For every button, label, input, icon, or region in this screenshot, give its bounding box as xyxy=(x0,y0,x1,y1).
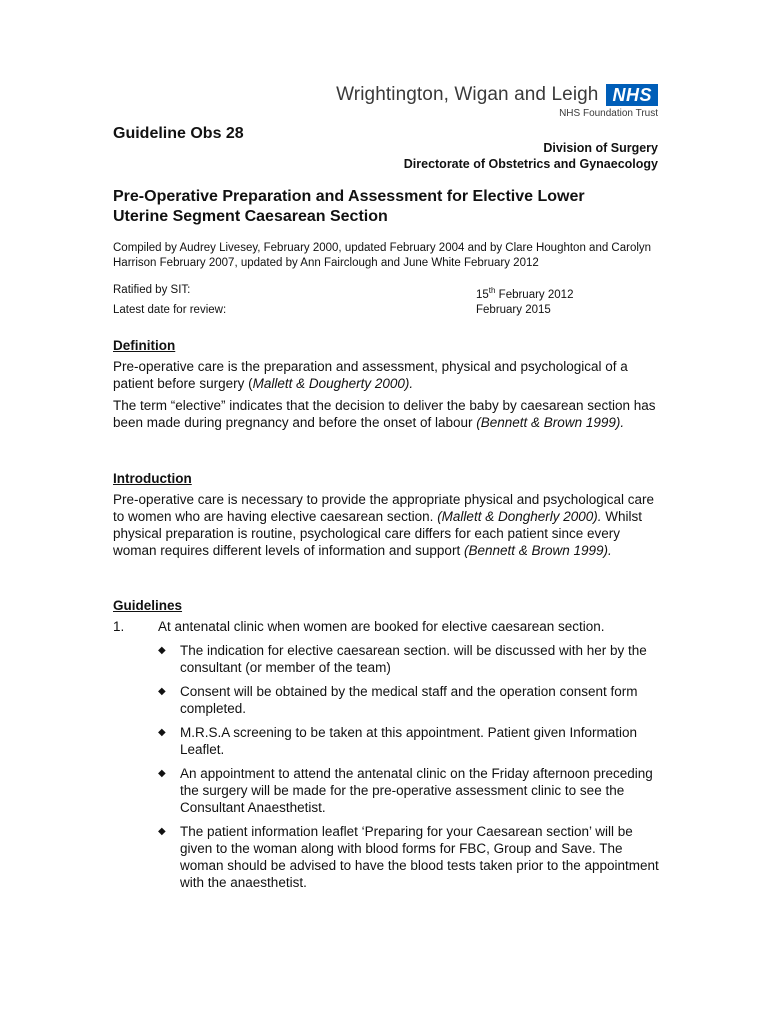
guidelines-section xyxy=(113,597,663,891)
diamond-bullet-icon: ◆ xyxy=(158,645,166,656)
list-item: ◆ An appointment to attend the antenatal clinic on the Friday afternoon preceding the surgery will be made for the pre-operative assessment clinic to see the Consultant Anaesthetist. xyxy=(158,766,653,815)
directorate-name: Directorate of Obstetrics and Gynaecology xyxy=(403,157,658,171)
list-item: ◆ Consent will be obtained by the medical staff and the operation consent form completed. xyxy=(158,684,638,716)
ratification-block xyxy=(113,283,673,318)
ratified-date: 15th February 2012 xyxy=(476,286,574,301)
trust-logo xyxy=(336,84,658,119)
guideline-id: Guideline Obs 28 xyxy=(113,125,244,142)
item-text: At antenatal clinic when women are booked for elective caesarean section. xyxy=(158,619,605,634)
list-item xyxy=(113,618,663,635)
division-name: Division of Surgery xyxy=(543,141,658,155)
diamond-bullet-icon: ◆ xyxy=(158,826,166,837)
foundation-trust-label: NHS Foundation Trust xyxy=(559,108,658,119)
definition-section xyxy=(113,337,663,436)
list-item: ◆ The indication for elective caesarean section. will be discussed with her by the consultant (or member of the team) xyxy=(158,643,647,675)
title-line-2: Uterine Segment Caesarean Section xyxy=(113,208,388,225)
list-item: ◆ M.R.S.A screening to be taken at this appointment. Patient given Information Leaflet. xyxy=(158,725,638,757)
diamond-bullet-icon: ◆ xyxy=(158,727,166,738)
guidelines-heading: Guidelines xyxy=(113,598,183,613)
division-block xyxy=(404,140,658,172)
page-title xyxy=(113,187,673,227)
compiled-by: Compiled by Audrey Livesey, February 2000, updated February 2004 and by Clare Houghton and Carolyn Harrison February 2007, updated by Ann Fairclough and June White February 2012 xyxy=(113,242,652,269)
bullet-list xyxy=(158,642,663,891)
ratified-label: Ratified by SIT: xyxy=(113,284,191,296)
introduction-paragraph: Pre-operative care is necessary to provide the appropriate physical and psychological care to women who are having elective caesarean section. (Mallett & Dongherly 2000). Whilst physical preparation is routine, psychological care differs for each patient since every woman requires different levels of information and support (Bennett & Brown 1999). xyxy=(113,492,655,558)
introduction-heading: Introduction xyxy=(113,471,192,486)
introduction-section xyxy=(113,470,663,564)
nhs-logo-icon: NHS xyxy=(606,84,658,106)
title-line-1: Pre-Operative Preparation and Assessment for Elective Lower xyxy=(113,188,585,205)
review-label: Latest date for review: xyxy=(113,303,227,316)
item-number: 1. xyxy=(113,619,125,634)
diamond-bullet-icon: ◆ xyxy=(158,768,166,779)
list-item: ◆ The patient information leaflet ‘Preparing for your Caesarean section’ will be given to the woman along with blood forms for FBC, Group and Save. The woman should be advised to have the blood tests taken prior to the appointment with the anaesthetist. xyxy=(158,824,659,890)
definition-heading: Definition xyxy=(113,338,176,353)
definition-paragraph-2: The term “elective” indicates that the decision to deliver the baby by caesarean section has been made during pregnancy and before the onset of labour (Bennett & Brown 1999). xyxy=(113,398,656,430)
trust-name: Wrightington, Wigan and Leigh xyxy=(336,84,599,105)
diamond-bullet-icon: ◆ xyxy=(158,686,166,697)
review-date: February 2015 xyxy=(476,303,551,316)
definition-paragraph-1: Pre-operative care is the preparation and assessment, physical and psychological of a patient before surgery (Mallett & Dougherty 2000). xyxy=(113,359,628,391)
